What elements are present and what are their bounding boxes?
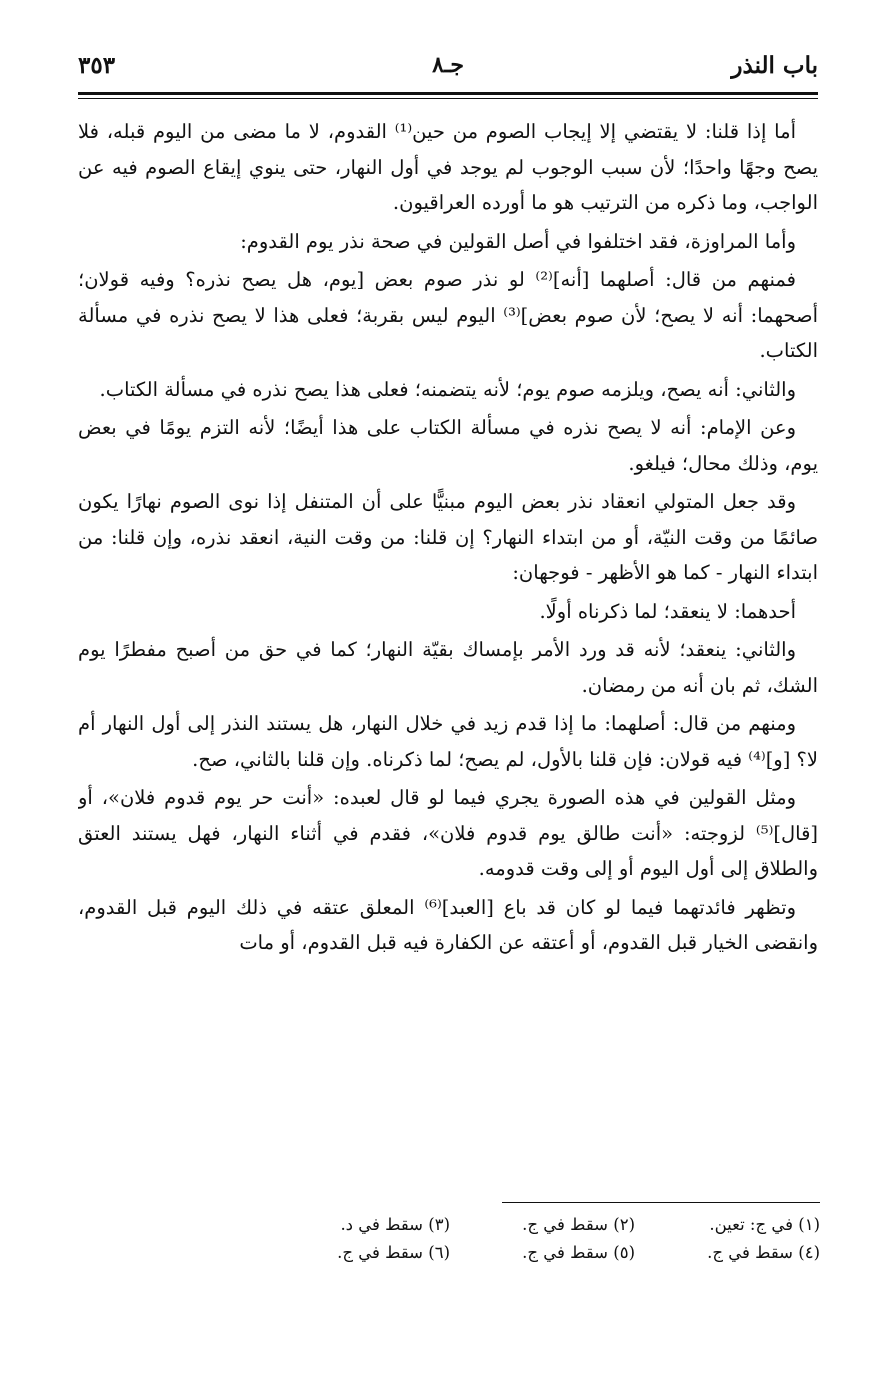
footnote: (١) في ج: تعين. (709, 1215, 820, 1234)
paragraph: وقد جعل المتولي انعقاد نذر بعض اليوم مبنيًّا على أن المتنفل إذا نوى الصوم نهارًا يكون صائمًا من وقت النيّة، أو من ابتداء النهار؟ إن قلنا: من وقت النية، انعقد نذره، وإن قلنا: من ابتداء النهار - كما هو الأظهر - فوجهان: (78, 490, 818, 584)
paragraph: ومثل القولين في هذه الصورة يجري فيما لو قال لعبده: «أنت حر يوم قدوم فلان»، أو [قال]⁽⁵⁾ لزوجته: «أنت طالق يوم قدوم فلان»، فقدم في أثناء النهار، فهل يستند العتق والطلاق إلى أول اليوم أو إلى وقت قدومه. (78, 786, 818, 880)
page-number: ٣٥٣ (78, 52, 116, 79)
header-rule-thick (78, 92, 818, 95)
paragraph: أحدهما: لا ينعقد؛ لما ذكرناه أولًا. (539, 599, 796, 623)
footnote: (٤) سقط في ج. (707, 1243, 820, 1262)
footnote: (٥) سقط في ج. (522, 1243, 635, 1262)
page-header (78, 52, 818, 92)
footnote-divider (502, 1202, 820, 1203)
paragraph: وعن الإمام: أنه لا يصح نذره في مسألة الكتاب على هذا أيضًا؛ لأنه التزم يومًا في بعض يوم، وذلك محال؛ فيلغو. (78, 416, 818, 475)
paragraph: أما إذا قلنا: لا يقتضي إلا إيجاب الصوم من حين⁽¹⁾ القدوم، لا ما مضى من اليوم قبله، فلا يصح وجهًا واحدًا؛ لأن سبب الوجوب لم يوجد في أول النهار، حتى ينوي إيقاع الصوم فيه عن الواجب، وما ذكره من الترتيب هو ما أورده العراقيون. (78, 120, 818, 214)
footnote: (٣) سقط في د. (340, 1215, 450, 1234)
chapter-title: باب النذر (731, 52, 818, 79)
paragraph: وأما المراوزة، فقد اختلفوا في أصل القولين في صحة نذر يوم القدوم: (240, 229, 796, 253)
footnotes (220, 1212, 820, 1268)
paragraph: ومنهم من قال: أصلهما: ما إذا قدم زيد في خلال النهار، هل يستند النذر إلى أول النهار أم لا؟ [و]⁽⁴⁾ فيه قولان: فإن قلنا بالأول، لم يصح؛ لما ذكرناه. وإن قلنا بالثاني، صح. (78, 712, 818, 771)
paragraph: وتظهر فائدتهما فيما لو كان قد باع [العبد]⁽⁶⁾ المعلق عتقه في ذلك اليوم قبل القدوم، وانقضى الخيار قبل القدوم، أو أعتقه عن الكفارة فيه قبل القدوم، أو مات (78, 895, 818, 954)
footnote-row (220, 1240, 820, 1268)
paragraph: والثاني: ينعقد؛ لأنه قد ورد الأمر بإمساك بقيّة النهار؛ كما في حق من أصبح مفطرًا يوم الشك، ثم بان أنه من رمضان. (78, 638, 818, 697)
header-rule-thin (78, 98, 818, 99)
paragraph: والثاني: أنه يصح، ويلزمه صوم يوم؛ لأنه يتضمنه؛ فعلى هذا يصح نذره في مسألة الكتاب. (99, 377, 796, 401)
footnote: (٦) سقط في ج. (337, 1243, 450, 1262)
footnote-row (220, 1212, 820, 1240)
paragraph: فمنهم من قال: أصلهما [أنه]⁽²⁾ لو نذر صوم بعض [يوم، هل يصح نذره؟ وفيه قولان؛ أصحهما: أنه لا يصح؛ لأن صوم بعض]⁽³⁾ اليوم ليس بقربة؛ فعلى هذا لا يصح نذره في مسألة الكتاب. (78, 268, 818, 362)
main-text (78, 114, 818, 1189)
volume-label: جـ٨ (432, 52, 464, 78)
footnote: (٢) سقط في ج. (522, 1215, 635, 1234)
